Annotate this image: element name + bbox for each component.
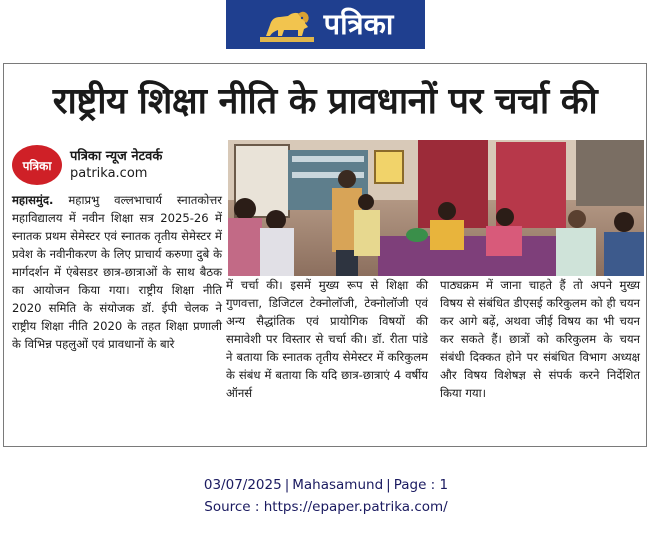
publication-info: 03/07/2025 | Mahasamund | Page : 1 [203,477,449,493]
edition-name: Mahasamund [292,477,384,493]
article-column-2 [226,276,428,438]
article-text-col2: में चर्चा की। इसमें मुख्य रूप से शिक्षा की गुणवत्ता, डिजिटल टेक्नोलॉजी, टेक्नोलॉजी एवं अन्य सैद्धांतिक एवं प्रायोगिक विषयों की समावेशी पर विस्तार से चर्चा की। डॉ. रीता पांडे ने बताया कि स्नातक तृतीय सेमेस्टर में करिकुलम के संबंध में बताया कि यदि छात्र-छात्राएं 4 वर्षीय ऑनर्स [226,278,428,400]
byline [12,142,242,188]
article-photo [228,140,644,276]
source-link[interactable]: Source : https://epaper.patrika.com/ [204,499,448,515]
publication-date: 03/07/2025 [203,477,282,493]
lion-emblem-icon [258,5,316,45]
article-column-1 [12,191,222,441]
article-text-col1: महाप्रभु वल्लभाचार्य स्नातकोत्तर महाविद्यालय में नवीन शिक्षा सत्र 2025-26 में स्नातक प्रथम सेमेस्टर एवं स्नातक तृतीय सेमेस्टर में प्रवेश के नवीनीकरण के लिए प्राचार्य करुणा दुबे के मार्गदर्शन में एंबेसडर छात्र-छात्राओं के साथ बैठक का आयोजन किया गया। राष्ट्रीय शिक्षा नीति 2020 समिति के संयोजक डॉ. ईपी चेलक ने राष्ट्रीय शिक्षा नीति 2020 के तहत शिक्षा प्रणाली के विभिन्न पहलुओं एवं प्रावधानों के बारे [12,193,222,351]
byline-site: patrika.com [70,166,148,181]
byline-network: पत्रिका न्यूज नेटवर्क [70,149,163,164]
article-headline: राष्ट्रीय शिक्षा नीति के प्रावधानों पर चर्चा की [52,80,598,122]
source-footer [0,474,652,518]
dateline: महासमुंद. [12,193,54,207]
article-column-3 [440,276,640,438]
masthead-logo [226,0,425,49]
news-clipping [3,63,647,447]
article-text-col3: पाठ्यक्रम में जाना चाहते हैं तो अपने मुख्य विषय से संबंधित डीएसई करिकुलम को ही चयन कर आगे बढ़ें, अथवा जीई विषय का भी चयन कर सकते हैं। छात्रों को करिकुलम के चयन संबंधी दिक्कत होने पर संबंधित विभाग अध्यक्ष और विषय विशेषज्ञ से संपर्क करने निर्देशित किया गया। [440,278,640,400]
masthead-title: पत्रिका [323,7,394,41]
page-number: Page : 1 [393,477,449,493]
patrika-badge-icon: पत्रिका [12,145,62,185]
